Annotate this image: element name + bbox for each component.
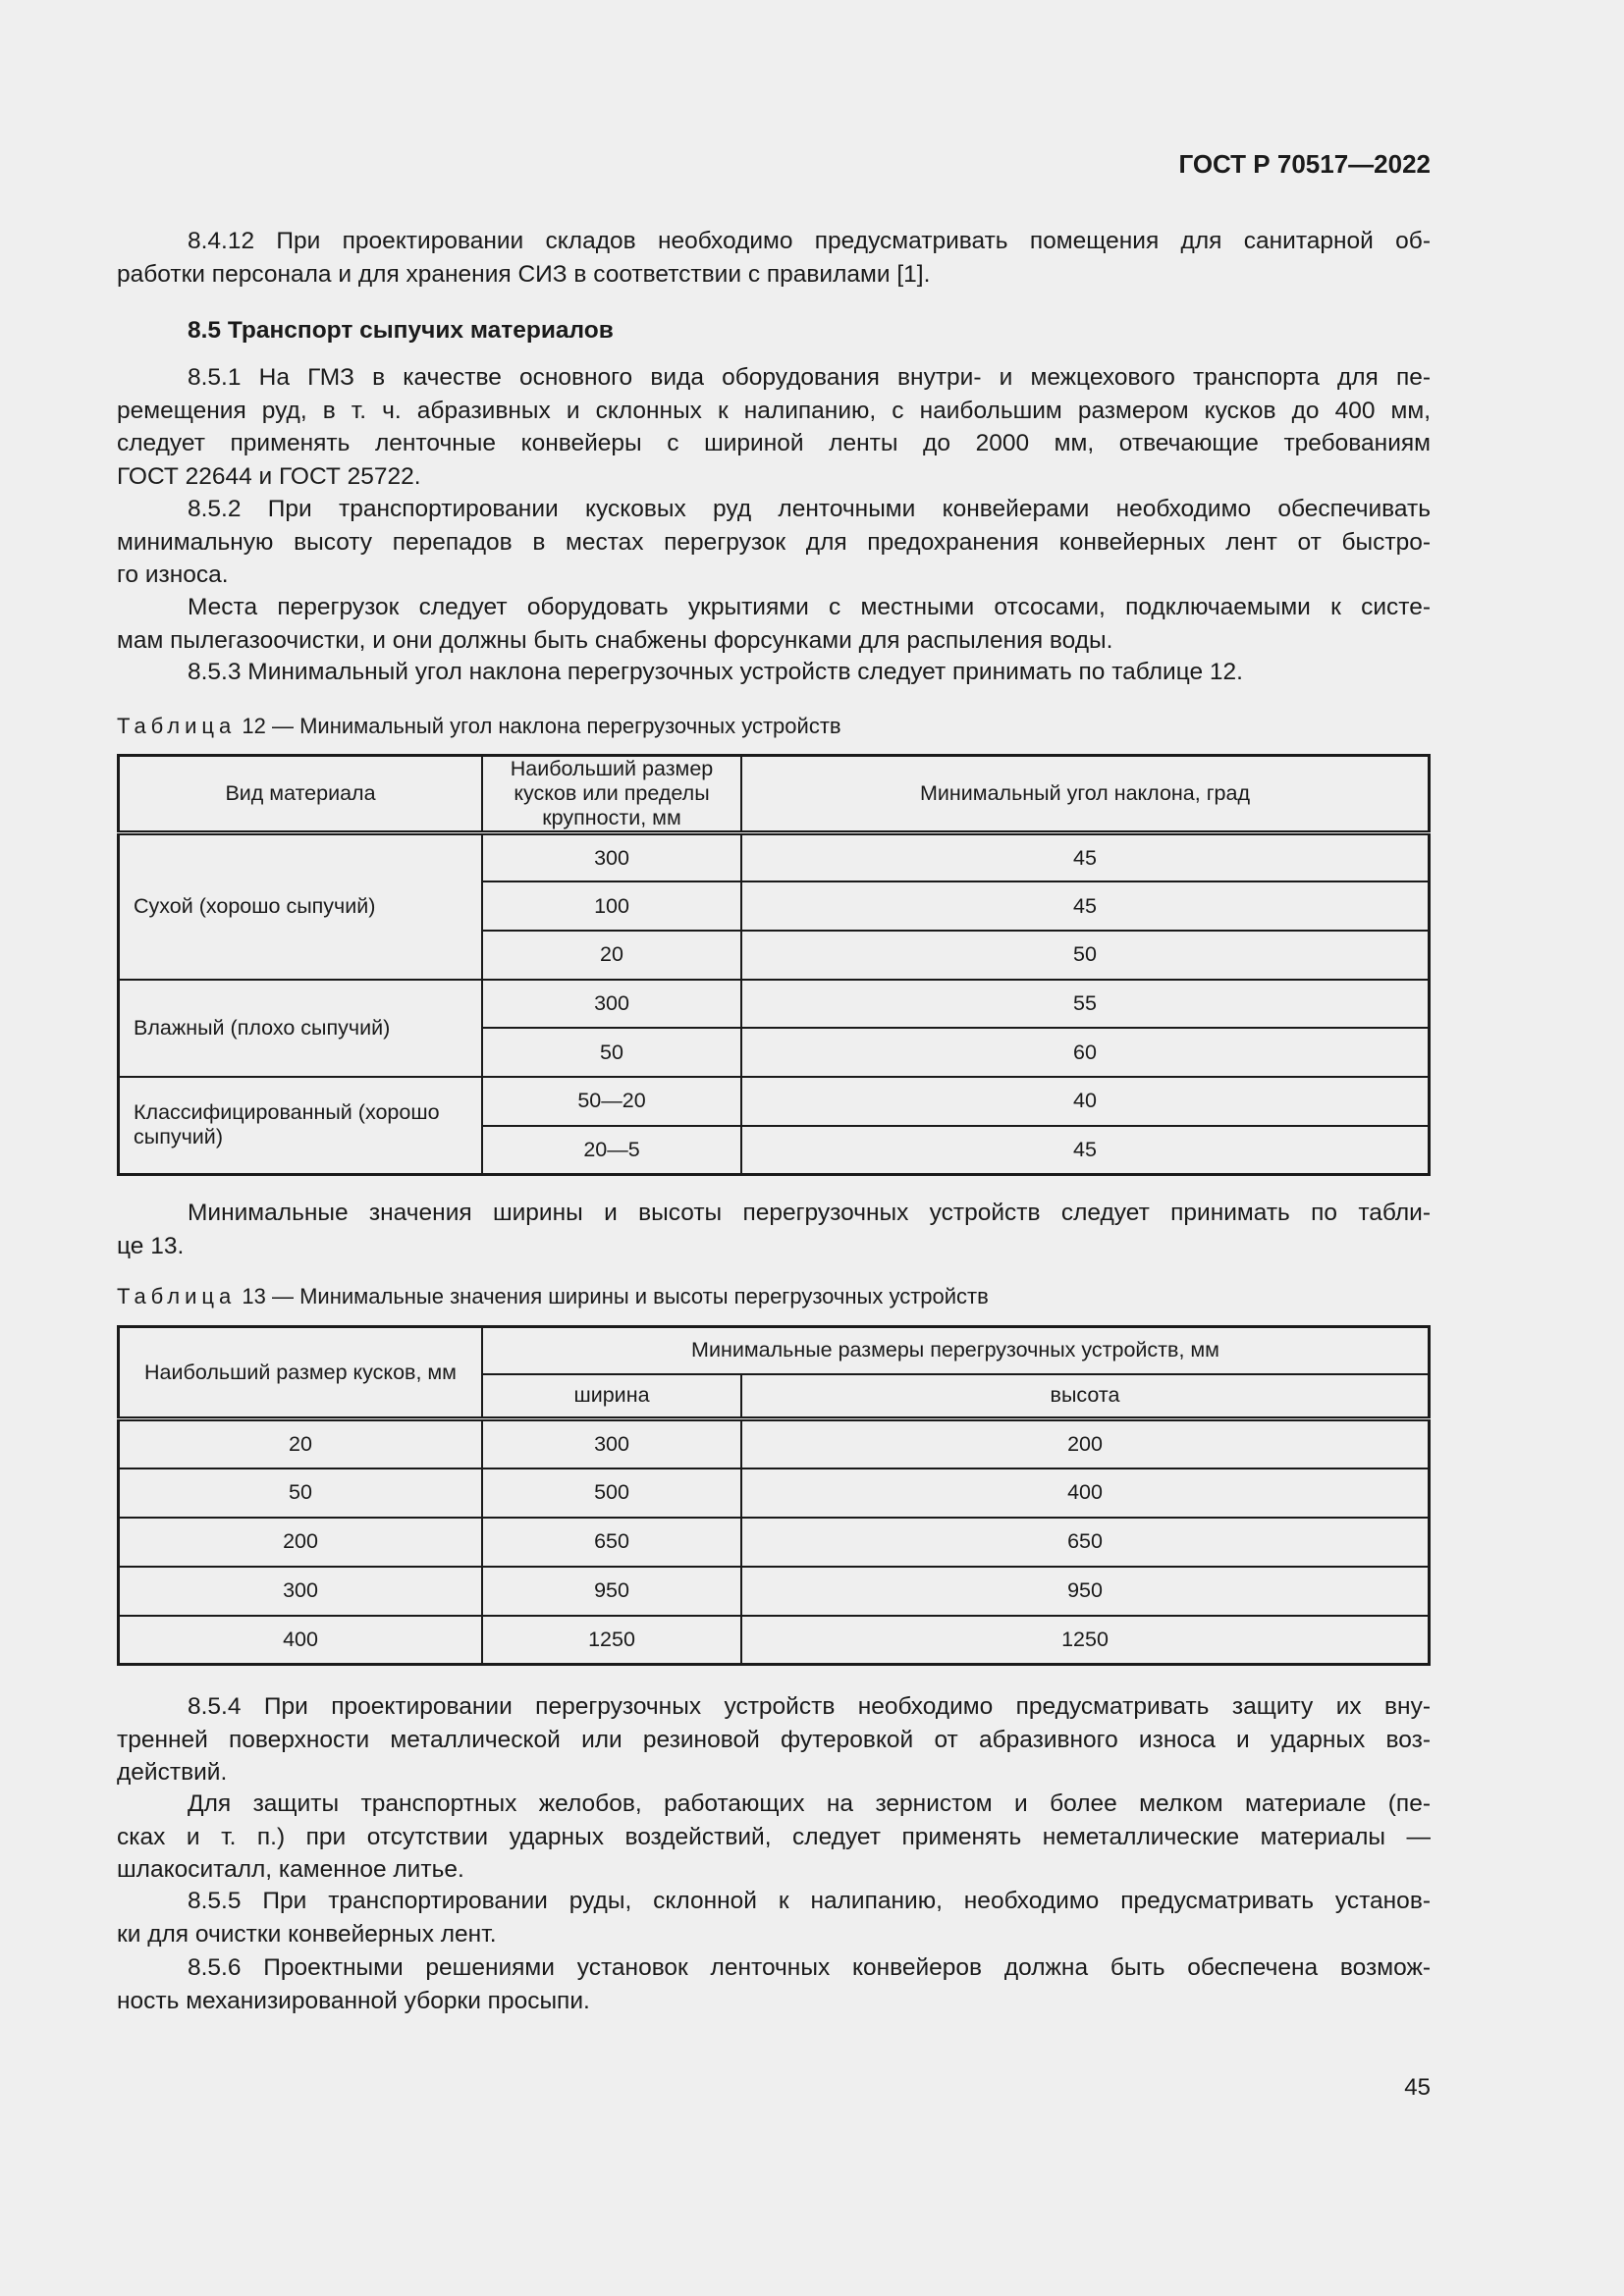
text-line: 8.5.2 При транспортировании кусковых руд ленточными конвейерами необходимо обеспечивать (188, 496, 1431, 522)
height-cell: 950 (741, 1567, 1430, 1616)
material-cell: Сухой (хорошо сыпучий) (119, 833, 483, 980)
height-cell: 400 (741, 1468, 1430, 1518)
angle-cell: 50 (741, 931, 1430, 980)
text-line: 8.5 Транспорт сыпучих материалов (188, 317, 614, 344)
size-cell: 300 (482, 833, 741, 882)
page-number: 45 (1404, 2074, 1431, 2101)
table-13 (117, 1325, 1431, 1666)
table13-caption (117, 1280, 989, 1313)
document-number-header: ГОСТ Р 70517—2022 (1178, 149, 1431, 179)
text-line: тренней поверхности металлической или резиновой футеровкой от абразивного износа и ударных воз- (117, 1726, 1431, 1753)
table12-caption (117, 710, 841, 743)
size-cell: 50 (482, 1028, 741, 1077)
paragraph (117, 1690, 1431, 1789)
text-line: сках и т. п.) при отсутствии ударных воздействий, следует применять неметаллические материалы — (117, 1823, 1431, 1850)
text-line: го износа. (117, 561, 229, 588)
table-row (119, 833, 1430, 882)
column-header: Вид материала (119, 756, 483, 833)
paragraph (117, 361, 1431, 493)
column-group-header: Минимальные размеры перегрузочных устройств, мм (482, 1327, 1430, 1374)
angle-cell: 60 (741, 1028, 1430, 1077)
text-line: це 13. (117, 1232, 185, 1259)
text-line: мам пылегазоочистки, и они должны быть снабжены форсунками для распыления воды. (117, 626, 1113, 654)
height-cell: 650 (741, 1518, 1430, 1567)
angle-cell: 45 (741, 1126, 1430, 1175)
table-row (119, 1518, 1430, 1567)
size-cell: 20—5 (482, 1126, 741, 1175)
paragraph (117, 225, 1431, 291)
width-cell: 500 (482, 1468, 741, 1518)
table-row (119, 1616, 1430, 1665)
text-line: Места перегрузок следует оборудовать укрытиями с местными отсосами, подключаемыми к систе- (188, 594, 1431, 620)
text-line: ки для очистки конвейерных лент. (117, 1920, 497, 1948)
paragraph (117, 591, 1431, 657)
size-cell: 200 (119, 1518, 483, 1567)
table-row (119, 980, 1430, 1029)
text-line: шлакоситалл, каменное литье. (117, 1856, 464, 1883)
size-cell: 400 (119, 1616, 483, 1665)
angle-cell: 40 (741, 1077, 1430, 1126)
text-line: Для защиты транспортных желобов, работающих на зернистом и более мелком материале (пе- (188, 1790, 1431, 1817)
text-line: ГОСТ 22644 и ГОСТ 25722. (117, 462, 421, 490)
text-line: ремещения руд, в т. ч. абразивных и склонных к налипанию, с наибольшим размером кусков до 400 мм, (117, 397, 1431, 424)
width-cell: 300 (482, 1419, 741, 1468)
table-row (119, 1468, 1430, 1518)
width-cell: 950 (482, 1567, 741, 1616)
width-cell: 650 (482, 1518, 741, 1567)
size-cell: 50—20 (482, 1077, 741, 1126)
table-12 (117, 754, 1431, 1176)
height-cell: 1250 (741, 1616, 1430, 1665)
text-line: 8.5.1 На ГМЗ в качестве основного вида оборудования внутри- и межцехового транспорта для пе- (188, 364, 1431, 391)
column-header: Минимальный угол наклона, град (741, 756, 1430, 833)
text-line: 8.4.12 При проектировании складов необходимо предусматривать помещения для санитарной об- (188, 228, 1431, 254)
text-line: следует применять ленточные конвейеры с шириной ленты до 2000 мм, отвечающие требованиям (117, 430, 1431, 456)
caption-title: 13 — Минимальные значения ширины и высоты перегрузочных устройств (236, 1284, 989, 1308)
column-header: Наибольший размер кусков, мм (119, 1327, 483, 1419)
text-line: минимальную высоту перепадов в местах перегрузок для предохранения конвейерных лент от быстро- (117, 528, 1431, 556)
column-header: высота (741, 1374, 1430, 1419)
paragraph (117, 1951, 1431, 2017)
column-header: Наибольший размер кусков или пределы крупности, мм (482, 756, 741, 833)
column-header: ширина (482, 1374, 741, 1419)
size-cell: 300 (119, 1567, 483, 1616)
angle-cell: 55 (741, 980, 1430, 1029)
text-line: работки персонала и для хранения СИЗ в соответствии с правилами [1]. (117, 260, 931, 288)
table-row (119, 1077, 1430, 1126)
angle-cell: 45 (741, 833, 1430, 882)
height-cell: 200 (741, 1419, 1430, 1468)
size-cell: 100 (482, 881, 741, 931)
paragraph (117, 1197, 1431, 1262)
text-line: 8.5.3 Минимальный угол наклона перегрузочных устройств следует принимать по таблице 12. (188, 659, 1243, 685)
material-cell: Влажный (плохо сыпучий) (119, 980, 483, 1077)
size-cell: 50 (119, 1468, 483, 1518)
paragraph (117, 1788, 1431, 1887)
caption-label: Таблица (117, 1284, 237, 1308)
text-line: ность механизированной уборки просыпи. (117, 1987, 590, 2014)
size-cell: 20 (482, 931, 741, 980)
paragraph (117, 656, 1431, 689)
text-line: 8.5.4 При проектировании перегрузочных устройств необходимо предусматривать защиту их вну- (188, 1693, 1431, 1720)
section-heading (117, 314, 1431, 347)
table-row (119, 1419, 1430, 1468)
angle-cell: 45 (741, 881, 1430, 931)
caption-label: Таблица (117, 714, 237, 738)
text-line: 8.5.5 При транспортировании руды, склонной к налипанию, необходимо предусматривать установ- (188, 1888, 1431, 1914)
size-cell: 300 (482, 980, 741, 1029)
table-row (119, 1567, 1430, 1616)
size-cell: 20 (119, 1419, 483, 1468)
paragraph (117, 493, 1431, 592)
paragraph (117, 1885, 1431, 1950)
text-line: 8.5.6 Проектными решениями установок ленточных конвейеров должна быть обеспечена возмож- (188, 1954, 1431, 1981)
text-line: действий. (117, 1759, 228, 1786)
caption-title: 12 — Минимальный угол наклона перегрузочных устройств (236, 714, 841, 738)
text-line: Минимальные значения ширины и высоты перегрузочных устройств следует принимать по табли- (188, 1200, 1431, 1226)
width-cell: 1250 (482, 1616, 741, 1665)
material-cell: Классифицированный (хорошо сыпучий) (119, 1077, 483, 1174)
